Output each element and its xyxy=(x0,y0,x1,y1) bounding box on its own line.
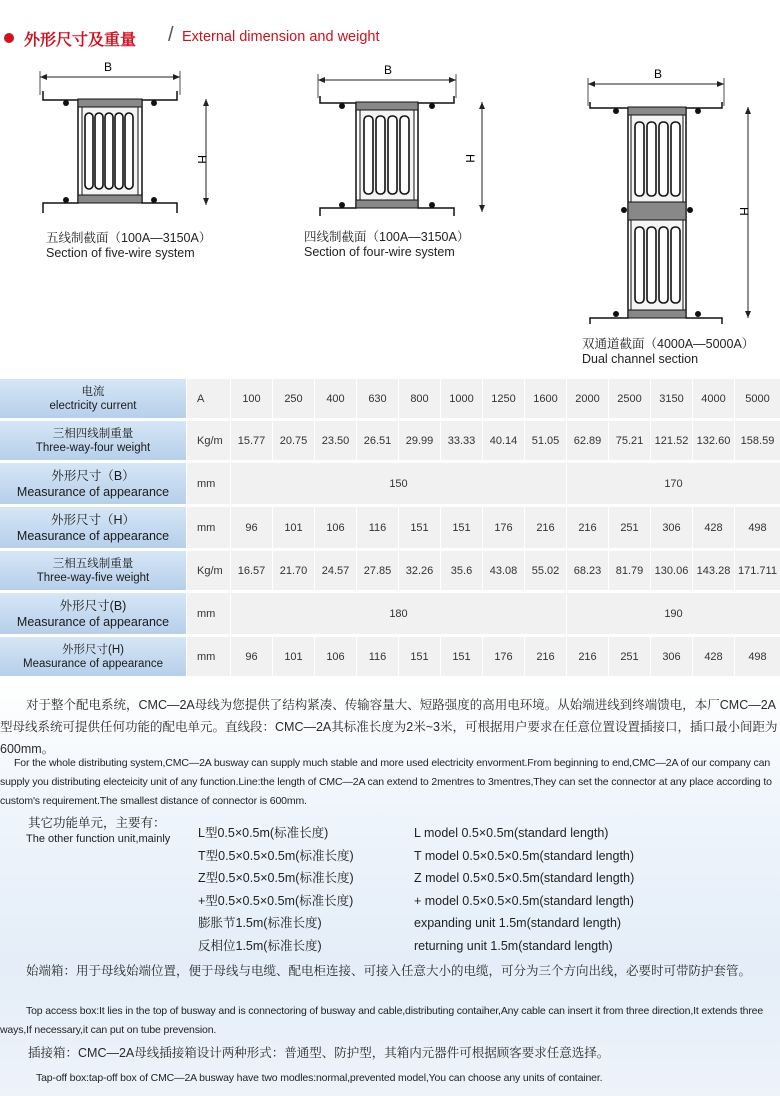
value-cell: 81.79 xyxy=(608,551,650,590)
value-cell: 75.21 xyxy=(608,421,650,460)
caption-five-wire-en: Section of five-wire system xyxy=(46,246,195,260)
label-b: B xyxy=(653,67,663,81)
value-cell: 171.711 xyxy=(734,551,780,590)
dual-channel-section-diagram xyxy=(574,62,774,334)
value-cell: 151 xyxy=(440,637,482,676)
function-list-cn xyxy=(198,822,354,957)
value-cell: 216 xyxy=(566,637,608,676)
label-cn: 电流 xyxy=(81,385,105,398)
spec-table xyxy=(0,376,780,679)
value-cell: 21.70 xyxy=(272,551,314,590)
functions-title-en: The other function unit,mainly xyxy=(26,833,171,845)
caption-five-wire xyxy=(46,231,211,261)
value-cell: 16.57 xyxy=(230,551,272,590)
function-item-cn: 膨胀节1.5m(标准长度) xyxy=(198,916,322,930)
function-item-cn: +型0.5×0.5×0.5m(标准长度) xyxy=(198,893,354,908)
label-en: Measurance of appearance xyxy=(22,657,163,670)
label-en: electricity current xyxy=(49,399,137,412)
label-h: H xyxy=(737,207,751,216)
value-cell: 1000 xyxy=(440,379,482,418)
value-cell: 151 xyxy=(398,507,440,548)
label-en: Three-way-four weight xyxy=(35,441,151,454)
value-cell: 24.57 xyxy=(314,551,356,590)
value-cell: 106 xyxy=(314,637,356,676)
value-cell: 3150 xyxy=(650,379,692,418)
label-en: Three-way-five weight xyxy=(36,571,150,584)
value-cell: 176 xyxy=(482,507,524,548)
caption-dual-en: Dual channel section xyxy=(582,352,699,366)
label-cn: 三相四线制重量 xyxy=(52,427,134,440)
value-cell: 96 xyxy=(230,507,272,548)
label-en: Measurance of appearance xyxy=(16,614,170,629)
value-cell: 32.26 xyxy=(398,551,440,590)
value-cell: 216 xyxy=(524,637,566,676)
value-cell: 1250 xyxy=(482,379,524,418)
value-cell: 251 xyxy=(608,637,650,676)
row-weight-four xyxy=(0,421,780,460)
title-divider: / xyxy=(168,24,174,46)
value-cell: 121.52 xyxy=(650,421,692,460)
caption-four-wire-en: Section of four-wire system xyxy=(304,245,455,259)
value-cell: 51.05 xyxy=(524,421,566,460)
value-cell: 29.99 xyxy=(398,421,440,460)
value-cell: 306 xyxy=(650,637,692,676)
value-cell: 2000 xyxy=(566,379,608,418)
value-cell: 251 xyxy=(608,507,650,548)
function-item-en: returning unit 1.5m(standard length) xyxy=(414,938,613,953)
label-h: H xyxy=(463,154,477,163)
caption-four-wire-cn: 四线制截面（100A—3150A） xyxy=(304,230,470,244)
row-weight-five xyxy=(0,551,780,590)
section-title-en: External dimension and weight xyxy=(182,29,380,45)
function-item-en: L model 0.5×0.5m(standard length) xyxy=(414,826,609,840)
functions-title-cn: 其它功能单元，主要有： xyxy=(28,816,166,830)
function-item-en: + model 0.5×0.5×0.5m(standard length) xyxy=(414,893,634,908)
caption-dual-channel xyxy=(582,337,754,367)
functions-title xyxy=(28,815,170,847)
row-label xyxy=(0,421,186,460)
value-cell: 306 xyxy=(650,507,692,548)
function-item-en: Z model 0.5×0.5×0.5m(standard length) xyxy=(414,871,635,885)
value-cell: 55.02 xyxy=(524,551,566,590)
bullet-dot-icon xyxy=(4,33,14,43)
label-cn: 外形尺寸（H） xyxy=(50,512,136,527)
row-label xyxy=(0,507,186,548)
row-dim-h-2 xyxy=(0,637,780,676)
top-access-paragraph-cn: 始端箱：用于母线始端位置，便于母线与电缆、配电柜连接、可接入任意大小的电缆，可分为三个方向出线，必要时可带防护套管。 xyxy=(26,964,752,978)
value-cell: 5000 xyxy=(734,379,780,418)
value-cell: 116 xyxy=(356,637,398,676)
value-cell: 250 xyxy=(272,379,314,418)
five-wire-section-diagram xyxy=(30,55,220,225)
unit-cell: Kg/m xyxy=(186,551,230,590)
value-cell: 216 xyxy=(524,507,566,548)
row-label xyxy=(0,379,186,418)
value-cell: 400 xyxy=(314,379,356,418)
value-cell: 62.89 xyxy=(566,421,608,460)
unit-cell: mm xyxy=(186,593,230,634)
row-dim-b-1 xyxy=(0,463,780,504)
value-cell: 2500 xyxy=(608,379,650,418)
value-cell: 27.85 xyxy=(356,551,398,590)
tap-off-paragraph-en: Tap-off box:tap-off box of CMC—2A busway have two modles:normal,prevented model,You can choose any units of container. xyxy=(36,1072,603,1084)
value-cell: 170 xyxy=(566,463,780,504)
value-cell: 101 xyxy=(272,637,314,676)
label-en: Measurance of appearance xyxy=(16,484,170,499)
value-cell: 15.77 xyxy=(230,421,272,460)
value-cell: 26.51 xyxy=(356,421,398,460)
value-cell: 498 xyxy=(734,637,780,676)
value-cell: 158.59 xyxy=(734,421,780,460)
unit-cell: Kg/m xyxy=(186,421,230,460)
row-label xyxy=(0,637,186,676)
unit-cell: mm xyxy=(186,507,230,548)
row-label xyxy=(0,551,186,590)
row-dim-h-1 xyxy=(0,507,780,548)
value-cell: 106 xyxy=(314,507,356,548)
value-cell: 151 xyxy=(440,507,482,548)
value-cell: 190 xyxy=(566,593,780,634)
value-cell: 100 xyxy=(230,379,272,418)
intro-paragraph-cn: 对于整个配电系统，CMC—2A母线为您提供了结构紧凑、传输容量大、短路强度的高用电环境。从始端进线到终端馈电，本厂CMC—2A型母线系统可提供任何功能的配电单元。直线段：CMC—2A其标准长度为2米~3米，可根据用户要求在任意位置设置插接口，插口最小间距为600mm。 xyxy=(0,698,778,756)
function-list-en xyxy=(414,822,634,957)
value-cell: 1600 xyxy=(524,379,566,418)
label-cn: 外形尺寸(H) xyxy=(62,643,124,656)
row-label xyxy=(0,463,186,504)
value-cell: 101 xyxy=(272,507,314,548)
value-cell: 33.33 xyxy=(440,421,482,460)
value-cell: 428 xyxy=(692,637,734,676)
value-cell: 4000 xyxy=(692,379,734,418)
value-cell: 43.08 xyxy=(482,551,524,590)
function-item-en: T model 0.5×0.5×0.5m(standard length) xyxy=(414,848,635,863)
value-cell: 151 xyxy=(398,637,440,676)
function-item-en: expanding unit 1.5m(standard length) xyxy=(414,916,622,930)
caption-dual-cn: 双通道截面（4000A—5000A） xyxy=(582,337,755,351)
tap-off-paragraph-cn: 插接箱：CMC—2A母线插接箱设计两种形式：普通型、防护型，其箱内元器件可根据顾客要求任意选择。 xyxy=(28,1046,610,1060)
value-cell: 498 xyxy=(734,507,780,548)
function-item-cn: Z型0.5×0.5×0.5m(标准长度) xyxy=(198,871,354,885)
unit-cell: mm xyxy=(186,463,230,504)
value-cell: 130.06 xyxy=(650,551,692,590)
value-cell: 630 xyxy=(356,379,398,418)
value-cell: 96 xyxy=(230,637,272,676)
function-item-cn: T型0.5×0.5×0.5m(标准长度) xyxy=(198,848,354,863)
row-current xyxy=(0,379,780,418)
label-b: B xyxy=(103,60,113,74)
function-item-cn: L型0.5×0.5m(标准长度) xyxy=(198,826,329,840)
value-cell: 176 xyxy=(482,637,524,676)
label-h: H xyxy=(195,155,209,164)
section-title-cn: 外形尺寸及重量 xyxy=(24,32,137,49)
label-en: Measurance of appearance xyxy=(16,528,170,543)
four-wire-section-diagram xyxy=(306,58,496,228)
intro-paragraph-en: For the whole distributing system,CMC—2A busway can supply much stable and more used electricity envorment.From beginning to end,CMC—2A of our company can supply you distributing electeicity unit of any function.Line:the length of CMC—2A can extend to 2mentres to 3mentres,They can set the connector at any place according to custom's requirement.The smallest distance of connector is 600mm. xyxy=(0,757,772,807)
label-cn: 外形尺寸（B） xyxy=(51,468,135,483)
value-cell: 23.50 xyxy=(314,421,356,460)
row-dim-b-2 xyxy=(0,593,780,634)
caption-four-wire xyxy=(304,230,469,260)
unit-cell: mm xyxy=(186,637,230,676)
function-item-cn: 反相位1.5m(标准长度) xyxy=(198,938,322,953)
value-cell: 180 xyxy=(230,593,566,634)
value-cell: 428 xyxy=(692,507,734,548)
value-cell: 20.75 xyxy=(272,421,314,460)
label-b: B xyxy=(383,63,393,77)
value-cell: 132.60 xyxy=(692,421,734,460)
label-cn: 外形尺寸(B) xyxy=(59,598,127,613)
value-cell: 116 xyxy=(356,507,398,548)
value-cell: 800 xyxy=(398,379,440,418)
value-cell: 40.14 xyxy=(482,421,524,460)
top-access-paragraph-en: Top access box:It lies in the top of busway and is connectoring of busway and cable,distributing contaiher,Any cable can insert it from three direction,It extends three ways,If necessary,it can put on tube prevension. xyxy=(0,1005,764,1036)
value-cell: 216 xyxy=(566,507,608,548)
caption-five-wire-cn: 五线制截面（100A—3150A） xyxy=(46,231,212,245)
value-cell: 150 xyxy=(230,463,566,504)
value-cell: 35.6 xyxy=(440,551,482,590)
value-cell: 68.23 xyxy=(566,551,608,590)
label-cn: 三相五线制重量 xyxy=(52,557,134,570)
unit-cell: A xyxy=(186,379,230,418)
row-label xyxy=(0,593,186,634)
value-cell: 143.28 xyxy=(692,551,734,590)
